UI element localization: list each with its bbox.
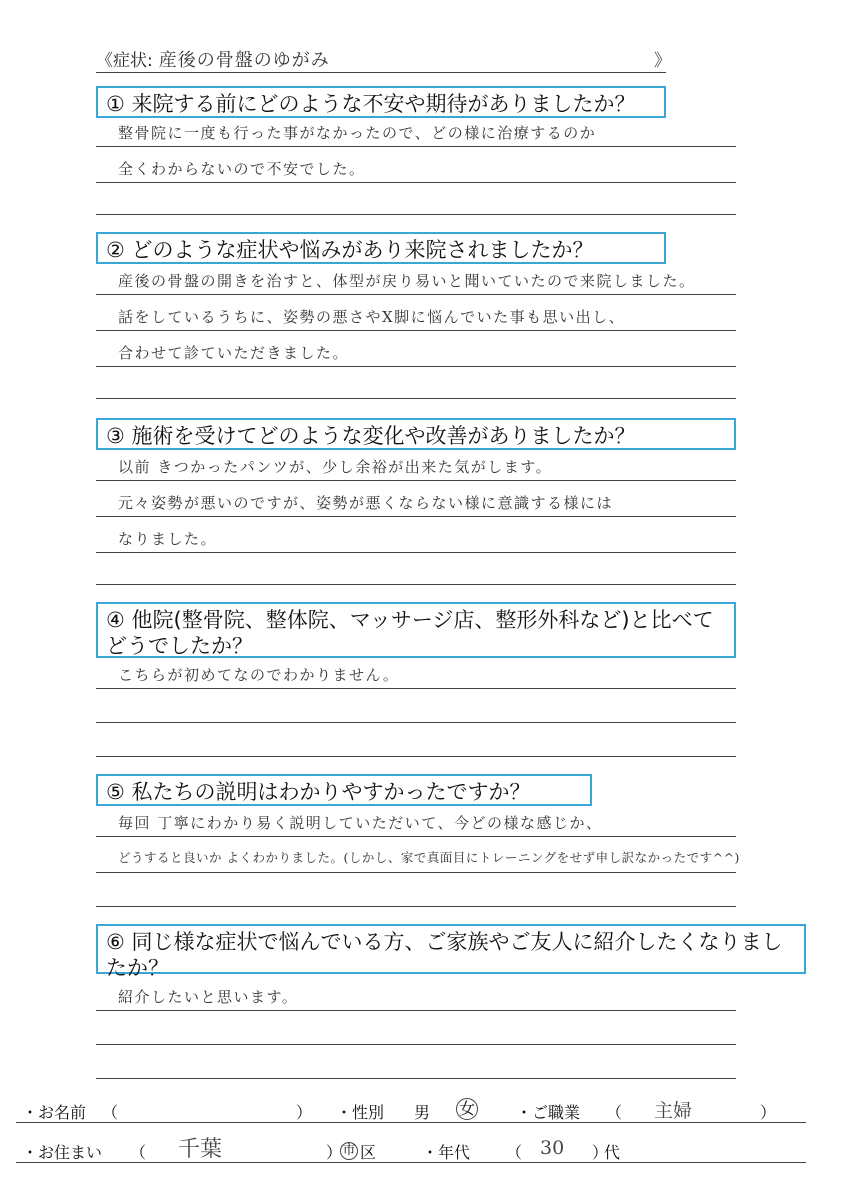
- age-paren-close: ）: [592, 1143, 609, 1162]
- rule-line: [96, 182, 736, 183]
- rule-line: [96, 1078, 736, 1079]
- answer-line-3-2: 元々姿勢が悪いのですが、姿勢が悪くならない様に意識する様には: [118, 494, 614, 512]
- gender-label: ・性別: [336, 1103, 385, 1122]
- address-city: [340, 1139, 358, 1160]
- address-value: 千葉: [178, 1137, 223, 1162]
- age-label: ・年代: [422, 1143, 471, 1162]
- address-paren-open: （: [130, 1143, 147, 1162]
- footer-rule: [16, 1122, 806, 1123]
- rule-line: [96, 330, 736, 331]
- answer-line-6-1: 紹介したいと思います。: [118, 988, 299, 1006]
- gender-female: [456, 1098, 478, 1120]
- answer-line-4-1: こちらが初めてなのでわかりません。: [118, 666, 400, 684]
- symptom-label: 症状:: [113, 51, 153, 71]
- answer-line-1-1: 整骨院に一度も行った事がなかったので、どの様に治療するのか: [118, 124, 597, 142]
- answer-line-2-3: 合わせて診ていただきました。: [118, 344, 350, 362]
- question-box-1: [96, 86, 666, 118]
- answer-line-2-1: 産後の骨盤の開きを治すと、体型が戻り易いと聞いていたので来院しました。: [118, 272, 696, 290]
- job-value: 主婦: [654, 1100, 693, 1122]
- gender-female-circle: 女: [456, 1098, 478, 1120]
- rule-line: [96, 480, 736, 481]
- question-text-6: ⑥ 同じ様な症状で悩んでいる方、ご家族やご友人に紹介したくなりましたか？: [106, 930, 783, 980]
- rule-line: [96, 872, 736, 873]
- rule-line: [96, 836, 736, 837]
- address-ward: 区: [360, 1143, 377, 1162]
- symptom-open-bracket: 《: [96, 51, 113, 71]
- answer-line-3-1: 以前 きつかったパンツが、少し余裕が出来た気がします。: [118, 458, 553, 476]
- age-paren-open: （: [506, 1143, 523, 1162]
- question-box-2: [96, 232, 666, 264]
- address-paren-close: ）: [326, 1143, 343, 1162]
- footer-rule: [16, 1162, 806, 1163]
- rule-line: [96, 516, 736, 517]
- rule-line: [96, 1010, 736, 1011]
- answer-line-1-2: 全くわからないので不安でした。: [118, 160, 366, 178]
- job-label: ・ご職業: [516, 1103, 581, 1122]
- question-box-5: [96, 774, 592, 806]
- question-box-3: [96, 418, 736, 450]
- rule-line: [96, 214, 736, 215]
- rule-line: [96, 146, 736, 147]
- symptom-underline: [96, 72, 666, 73]
- answer-line-5-2: どうすると良いか よくわかりました。(しかし、家で真面目にトレーニングをせず申し訳なかったです^^): [118, 850, 740, 865]
- question-box-4: [96, 602, 736, 658]
- symptom-value: 産後の骨盤のゆがみ: [158, 50, 330, 71]
- rule-line: [96, 1044, 736, 1045]
- job-paren-open: （: [606, 1103, 623, 1122]
- rule-line: [96, 688, 736, 689]
- rule-line: [96, 906, 736, 907]
- question-text-1: ① 来院する前にどのような不安や期待がありましたか？: [106, 92, 636, 116]
- gender-male: 男: [414, 1103, 431, 1122]
- question-text-4: ④ 他院(整骨院、整体院、マッサージ店、整形外科など)と比べてどうでしたか？: [106, 608, 714, 658]
- symptom-close-bracket: 》: [654, 51, 671, 71]
- answer-line-2-2: 話をしているうちに、姿勢の悪さやX脚に悩んでいた事も思い出し、: [118, 308, 626, 326]
- rule-line: [96, 366, 736, 367]
- age-value: 30: [540, 1137, 565, 1159]
- rule-line: [96, 756, 736, 757]
- rule-line: [96, 294, 736, 295]
- question-text-3: ③ 施術を受けてどのような変化や改善がありましたか？: [106, 424, 636, 448]
- name-label: ・お名前: [22, 1103, 87, 1122]
- rule-line: [96, 584, 736, 585]
- name-paren-open: （: [102, 1103, 119, 1122]
- symptom-header: [96, 46, 671, 72]
- address-city-circle: 市: [340, 1142, 358, 1160]
- name-paren-close: ）: [296, 1103, 313, 1122]
- address-label: ・お住まい: [22, 1143, 103, 1162]
- question-text-5: ⑤ 私たちの説明はわかりやすかったですか？: [106, 780, 531, 804]
- question-box-6: [96, 924, 806, 980]
- answer-line-3-3: なりました。: [118, 530, 218, 548]
- age-suffix: 代: [604, 1143, 621, 1162]
- answer-line-5-1: 毎回 丁寧にわかり易く説明していただいて、今どの様な感じか、: [118, 814, 603, 832]
- question-text-2: ② どのような症状や悩みがあり来院されましたか？: [106, 238, 594, 262]
- rule-line: [96, 398, 736, 399]
- rule-line: [96, 722, 736, 723]
- job-paren-close: ）: [760, 1103, 777, 1122]
- rule-line: [96, 552, 736, 553]
